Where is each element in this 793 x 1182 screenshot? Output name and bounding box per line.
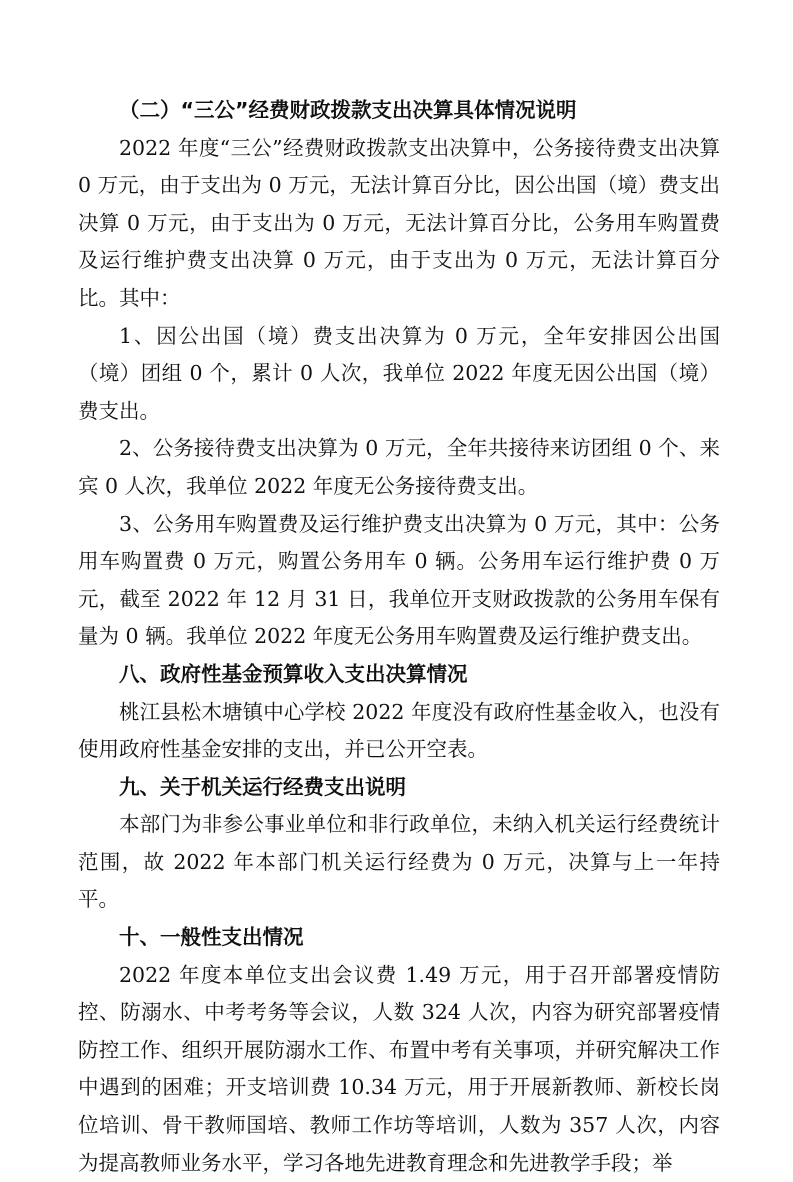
paragraph-general: 2022 年度本单位支出会议费 1.49 万元，用于召开部署疫情防控、防溺水、中考考务等会议，人数 324 人次，内容为研究部署疫情防控工作、组织开展防溺水工作、布置中考有关事项，并研究解决工作中遇到的困难；开支培训费 10.34 万元，用于开展新教师、新校长岗位培训、骨干教师国培、教师工作坊等培训，人数为 357 人次，内容为提高教师业务水平，学习各地先进教育理念和先进教学手段；举 — [78, 962, 720, 1175]
paragraph-sangong-summary: 2022 年度“三公”经费财政拨款支出决算中，公务接待费支出决算 0 万元，由于支出为 0 万元，无法计算百分比，因公出国（境）费支出决算 0 万元，由于支出为 0 万元，无法计算百分比，公务用车购置费及运行维护费支出决算 0 万元，由于支出为 0 万元，无法计算百分比。其中： — [78, 135, 720, 310]
paragraph-fund: 桃江县松木塘镇中心学校 2022 年度没有政府性基金收入，也没有使用政府性基金安排的支出，并已公开空表。 — [78, 699, 720, 762]
paragraph-agency: 本部门为非参公事业单位和非行政单位，未纳入机关运行经费统计范围，故 2022 年本部门机关运行经费为 0 万元，决算与上一年持平。 — [78, 812, 720, 912]
heading-sangong: （二）“三公”经费财政拨款支出决算具体情况说明 — [119, 98, 577, 122]
heading-agency: 九、关于机关运行经费支出说明 — [119, 774, 406, 799]
paragraph-item-1: 1、因公出国（境）费支出决算为 0 万元，全年安排因公出国（境）团组 0 个，累计 0 人次，我单位 2022 年度无因公出国（境）费支出。 — [78, 323, 720, 423]
paragraph-item-3: 3、公务用车购置费及运行维护费支出决算为 0 万元，其中：公务用车购置费 0 万元，购置公务用车 0 辆。公务用车运行维护费 0 万元，截至 2022 年 12 月 31 日，我单位开支财政拨款的公务用车保有量为 0 辆。我单位 2022 年度无公务用车购置费及运行维护费支出。 — [78, 511, 720, 649]
document-page — [78, 92, 720, 1182]
heading-fund: 八、政府性基金预算收入支出决算情况 — [119, 661, 468, 686]
paragraph-item-2: 2、公务接待费支出决算为 0 万元，全年共接待来访团组 0 个、来宾 0 人次，我单位 2022 年度无公务接待费支出。 — [78, 436, 720, 498]
heading-general: 十、一般性支出情况 — [119, 925, 304, 950]
